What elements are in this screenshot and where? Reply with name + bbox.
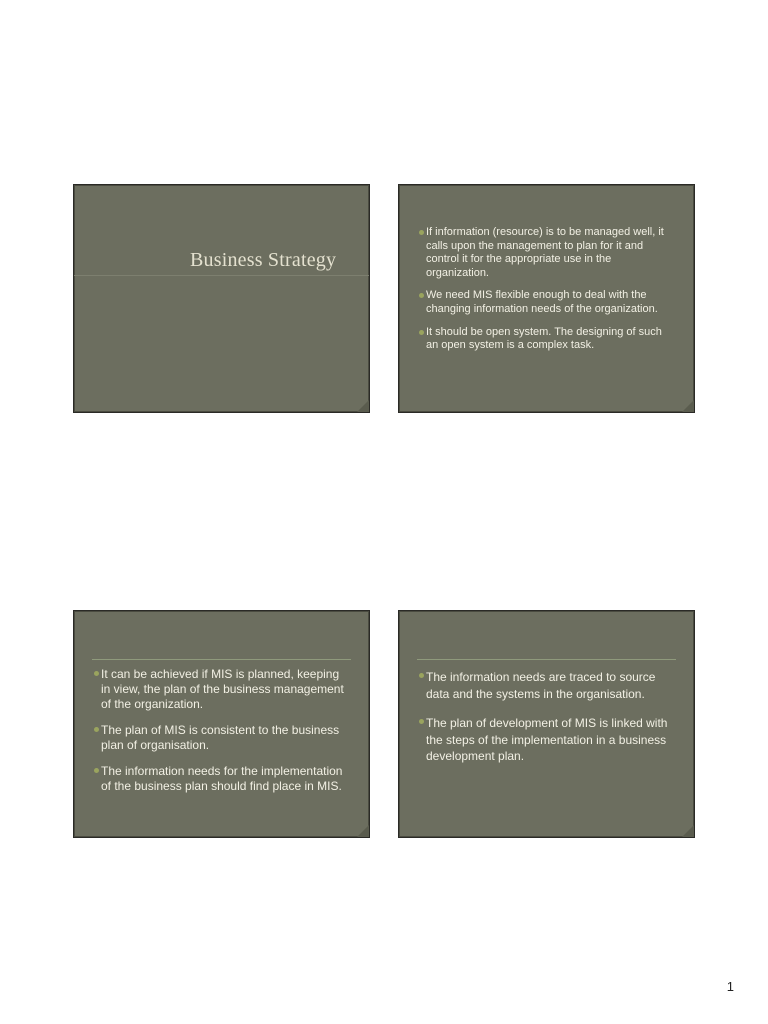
bullet-dot-icon	[419, 293, 424, 298]
list-item	[94, 764, 350, 794]
bullet-dot-icon	[94, 727, 99, 732]
slide-4	[398, 610, 695, 838]
bullet-text: The plan of MIS is consistent to the business plan of organisation.	[101, 723, 340, 752]
bullet-dot-icon	[94, 671, 99, 676]
bullet-text: It should be open system. The designing of such an open system is a complex task.	[426, 325, 662, 352]
bullet-list	[419, 669, 677, 778]
bullet-dot-icon	[419, 230, 424, 235]
bullet-text: The plan of development of MIS is linked with the steps of the implementation in a business development plan.	[426, 716, 668, 763]
list-item	[419, 226, 671, 280]
list-item	[419, 715, 677, 765]
bullet-list	[94, 667, 350, 805]
list-item	[419, 669, 677, 702]
divider	[417, 659, 676, 660]
slide-3	[73, 610, 370, 838]
bullet-text: The information needs are traced to source data and the systems in the organisation.	[426, 670, 656, 701]
bullet-text: The information needs for the implementation of the business plan should find place in MIS.	[101, 764, 343, 793]
bullet-text: If information (resource) is to be managed well, it calls upon the management to plan for it and control it for the appropriate use in the organization.	[426, 226, 664, 279]
list-item	[419, 326, 671, 353]
bullet-text: It can be achieved if MIS is planned, keeping in view, the plan of the business management of the organization.	[101, 667, 344, 711]
bullet-dot-icon	[419, 719, 424, 724]
divider	[92, 659, 351, 660]
list-item	[94, 723, 350, 753]
slide-1	[73, 184, 370, 413]
bullet-dot-icon	[94, 768, 99, 773]
bullet-list	[419, 226, 671, 362]
list-item	[419, 289, 671, 316]
bullet-text: We need MIS flexible enough to deal with the changing information needs of the organization.	[426, 289, 658, 315]
slide-title: Business Strategy	[190, 249, 337, 271]
bullet-dot-icon	[419, 330, 424, 335]
list-item	[94, 667, 350, 712]
page-number: 1	[726, 979, 734, 994]
bullet-dot-icon	[419, 673, 424, 678]
slide-2	[398, 184, 695, 413]
